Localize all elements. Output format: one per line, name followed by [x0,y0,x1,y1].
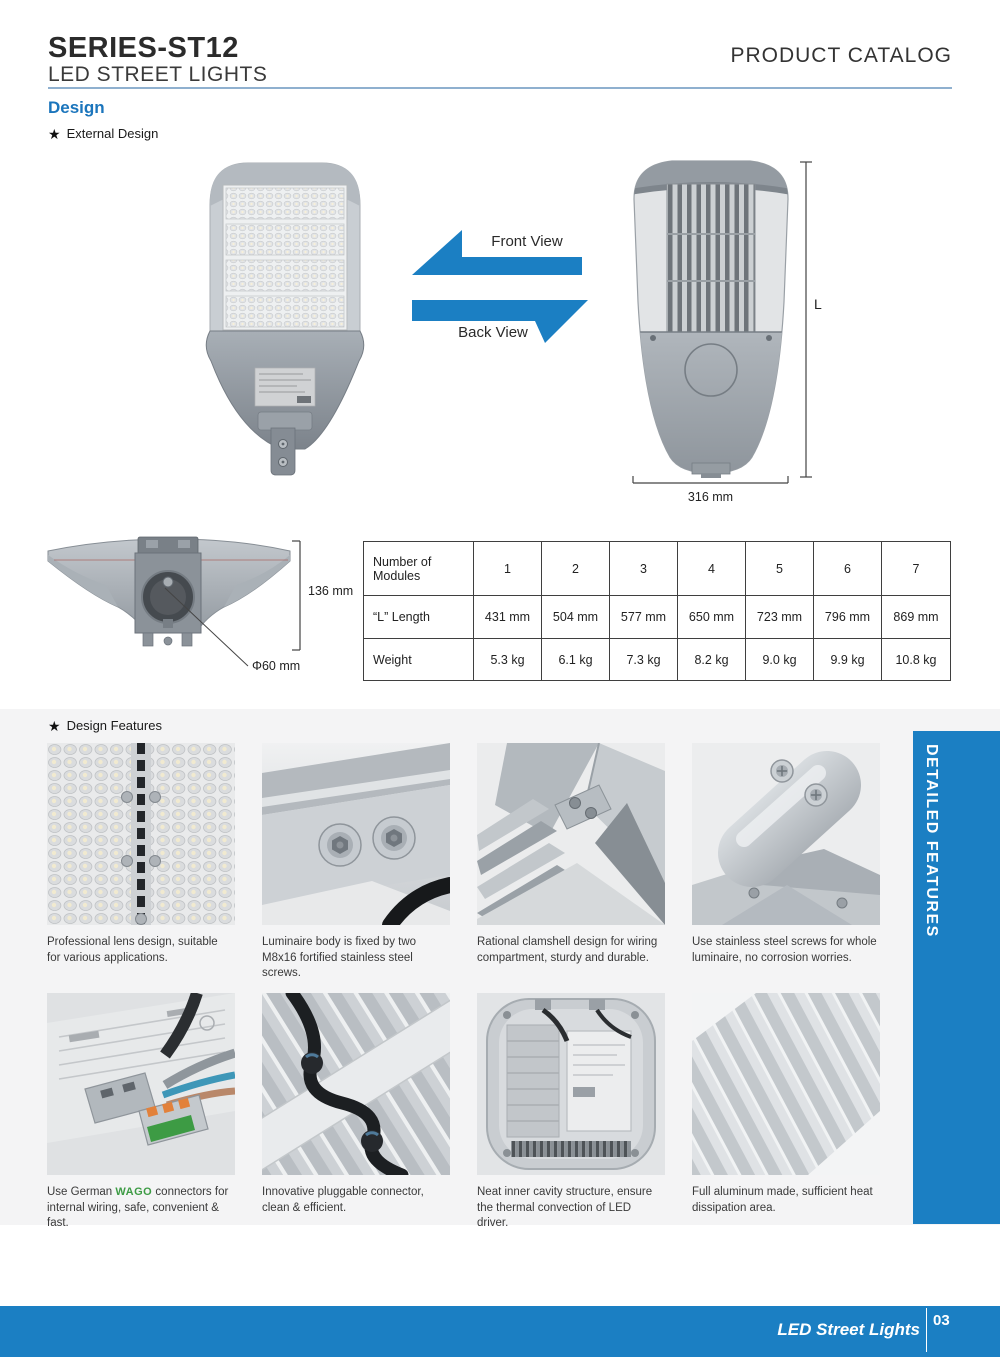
table-cell: 431 mm [474,596,542,639]
photo-m8x16-screws [262,743,450,925]
feature-tile [692,743,880,966]
feature-caption: Full aluminum made, sufficient heat dissipation area. [692,1186,873,1214]
dim-width-label: 316 mm [687,490,734,504]
table-row-label: “L” Length [364,596,474,639]
table-cell: 796 mm [814,596,882,639]
photo-aluminum-body [692,993,880,1175]
footer-title: LED Street Lights [777,1320,920,1339]
feature-tile [262,743,450,982]
feature-caption: Rational clamshell design for wiring compartment, sturdy and durable. [477,936,658,964]
spec-table [363,541,951,681]
footer-divider [926,1308,927,1352]
wago-brand-logo: WAGO [115,1186,153,1198]
design-features-label: Design Features [66,718,162,733]
photo-clamshell-design [477,743,665,925]
table-cell: 10.8 kg [882,639,951,681]
table-cell: 9.9 kg [814,639,882,681]
table-cell: 504 mm [542,596,610,639]
table-row-label: Weight [364,639,474,681]
back-view-label: Back View [458,324,528,341]
page-title: SERIES-ST12 [48,32,239,64]
photo-pluggable-connector [262,993,450,1175]
feature-caption [47,1185,233,1232]
table-cell: 869 mm [882,596,951,639]
table-row [364,542,951,596]
table-cell: 7 [882,542,951,596]
table-cell: 577 mm [610,596,678,639]
caption-prefix: Use German [47,1186,116,1198]
catalog-label: PRODUCT CATALOG [730,44,952,67]
design-section-title: Design [48,98,105,117]
feature-tile [692,993,880,1216]
table-row [364,639,951,681]
table-cell: 650 mm [678,596,746,639]
page-subtitle: LED STREET LIGHTS [48,63,268,86]
table-row-label: Number of Modules [364,542,474,596]
detailed-features-banner [913,731,1000,1224]
feature-caption: Luminaire body is fixed by two M8x16 fortified stainless steel screws. [262,936,417,980]
feature-caption: Use stainless steel screws for whole luminaire, no corrosion worries. [692,936,877,964]
star-icon: ★ [48,717,61,734]
table-cell: 3 [610,542,678,596]
feature-caption: Innovative pluggable connector, clean & efficient. [262,1186,424,1214]
caption-suffix: connectors for internal wiring, safe, convenient & fast. [47,1186,229,1230]
table-cell: 1 [474,542,542,596]
table-cell: 8.2 kg [678,639,746,681]
photo-stainless-screws [692,743,880,925]
header-divider [48,87,952,89]
feature-tile [47,743,235,966]
dim-diameter-label: Φ60 mm [252,659,301,673]
design-features-heading [48,718,162,733]
table-cell: 4 [678,542,746,596]
photo-wago-connector [47,993,235,1175]
table-cell: 7.3 kg [610,639,678,681]
banner-label: DETAILED FEATURES [923,744,940,938]
dim-length-label: L [814,296,822,312]
photo-led-lens-array [47,743,235,925]
feature-tile [47,993,235,1232]
feature-caption: Neat inner cavity structure, ensure the thermal convection of LED driver. [477,1186,653,1230]
front-view-label: Front View [491,233,563,250]
table-cell: 6 [814,542,882,596]
dim-height-label: 136 mm [308,584,354,598]
photo-inner-cavity [477,993,665,1175]
star-icon: ★ [48,125,61,142]
feature-tile [262,993,450,1216]
feature-caption: Professional lens design, suitable for various applications. [47,936,218,964]
table-cell: 5 [746,542,814,596]
page-number: 03 [933,1312,950,1329]
external-design-heading [48,126,158,141]
feature-tile [477,743,665,966]
table-cell: 9.0 kg [746,639,814,681]
external-design-label: External Design [66,126,159,141]
table-cell: 5.3 kg [474,639,542,681]
table-cell: 2 [542,542,610,596]
feature-tile [477,993,665,1232]
table-cell: 6.1 kg [542,639,610,681]
table-cell: 723 mm [746,596,814,639]
table-row [364,596,951,639]
